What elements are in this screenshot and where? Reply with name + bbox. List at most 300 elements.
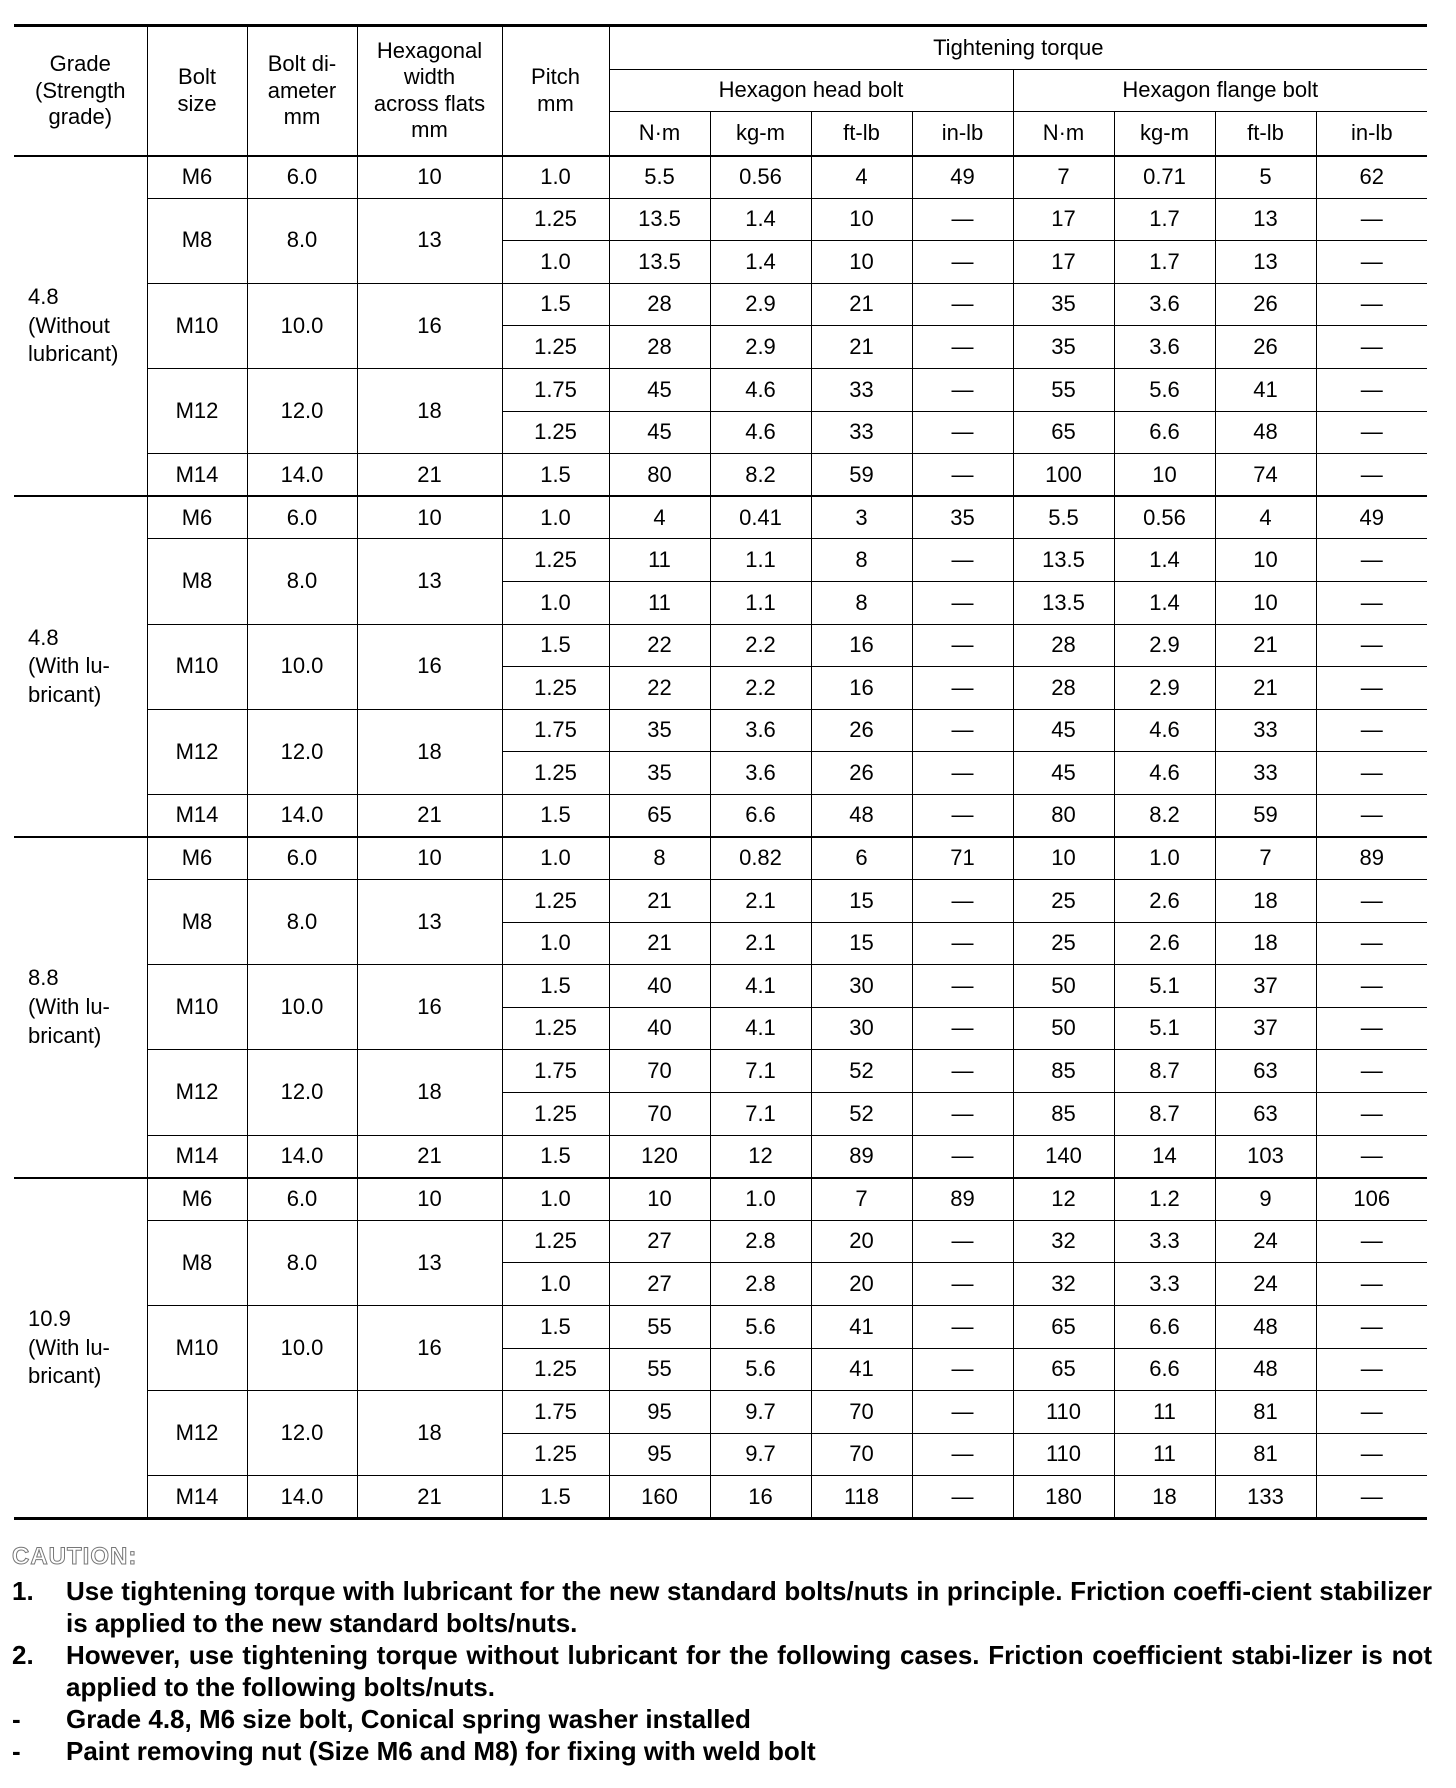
- torque-value-cell: 7: [811, 1178, 912, 1221]
- bolt-size-cell: M10: [147, 965, 247, 1050]
- torque-value-cell: 10: [1013, 837, 1114, 880]
- pitch-cell: 1.0: [502, 241, 609, 284]
- hex-width-cell: 13: [357, 198, 502, 283]
- torque-value-cell: 10: [1215, 539, 1316, 582]
- torque-value-cell: 22: [609, 667, 710, 710]
- header-grade: Grade (Strength grade): [14, 26, 147, 156]
- torque-value-cell: 18: [1114, 1476, 1215, 1519]
- torque-value-cell: —: [912, 1263, 1013, 1306]
- torque-value-cell: —: [1316, 1306, 1427, 1349]
- torque-value-cell: 1.0: [1114, 837, 1215, 880]
- hex-width-cell: 13: [357, 1220, 502, 1305]
- torque-value-cell: 26: [811, 752, 912, 795]
- torque-value-cell: 12: [1013, 1178, 1114, 1221]
- torque-value-cell: 6.6: [1114, 1348, 1215, 1391]
- caution-item-marker: -: [12, 1704, 21, 1734]
- grade-cell: 8.8 (With lu- bricant): [14, 837, 147, 1178]
- torque-value-cell: 5.6: [710, 1348, 811, 1391]
- grade-cell: 10.9 (With lu- bricant): [14, 1178, 147, 1519]
- hex-width-cell: 10: [357, 837, 502, 880]
- torque-value-cell: 2.9: [1114, 667, 1215, 710]
- torque-value-cell: 9.7: [710, 1433, 811, 1476]
- bolt-size-cell: M14: [147, 454, 247, 497]
- torque-value-cell: 95: [609, 1391, 710, 1434]
- hex-width-cell: 10: [357, 1178, 502, 1221]
- torque-value-cell: —: [1316, 1050, 1427, 1093]
- torque-value-cell: 0.56: [710, 156, 811, 199]
- torque-value-cell: —: [912, 1135, 1013, 1178]
- torque-value-cell: 13: [1215, 241, 1316, 284]
- torque-value-cell: —: [1316, 1391, 1427, 1434]
- torque-value-cell: 21: [811, 326, 912, 369]
- torque-value-cell: 3.6: [1114, 326, 1215, 369]
- torque-value-cell: 3.6: [710, 752, 811, 795]
- bolt-size-cell: M14: [147, 1476, 247, 1519]
- torque-value-cell: —: [1316, 1093, 1427, 1136]
- torque-value-cell: 33: [1215, 709, 1316, 752]
- pitch-cell: 1.0: [502, 156, 609, 199]
- torque-value-cell: 16: [811, 624, 912, 667]
- torque-value-cell: 6.6: [710, 794, 811, 837]
- bolt-size-cell: M10: [147, 1306, 247, 1391]
- pitch-cell: 1.5: [502, 794, 609, 837]
- header-pitch: Pitch mm: [502, 26, 609, 156]
- torque-value-cell: 17: [1013, 198, 1114, 241]
- pitch-cell: 1.25: [502, 667, 609, 710]
- torque-value-cell: 3.6: [710, 709, 811, 752]
- torque-value-cell: 28: [609, 283, 710, 326]
- pitch-cell: 1.25: [502, 1220, 609, 1263]
- torque-value-cell: 80: [609, 454, 710, 497]
- table-row: [14, 1178, 1427, 1221]
- pitch-cell: 1.0: [502, 837, 609, 880]
- hex-width-cell: 18: [357, 1391, 502, 1476]
- bolt-diameter-cell: 8.0: [247, 880, 357, 965]
- torque-value-cell: 24: [1215, 1220, 1316, 1263]
- table-row: [14, 965, 1427, 1008]
- torque-value-cell: —: [912, 922, 1013, 965]
- pitch-cell: 1.25: [502, 539, 609, 582]
- torque-value-cell: —: [912, 283, 1013, 326]
- torque-value-cell: —: [912, 581, 1013, 624]
- header-bolt-diameter: Bolt di- ameter mm: [247, 26, 357, 156]
- torque-value-cell: —: [1316, 794, 1427, 837]
- torque-value-cell: 10: [609, 1178, 710, 1221]
- torque-value-cell: 40: [609, 1007, 710, 1050]
- torque-value-cell: 8.2: [1114, 794, 1215, 837]
- torque-value-cell: 21: [609, 880, 710, 923]
- torque-value-cell: 1.7: [1114, 198, 1215, 241]
- torque-value-cell: 0.41: [710, 496, 811, 539]
- table-row: [14, 624, 1427, 667]
- torque-value-cell: 48: [1215, 1348, 1316, 1391]
- torque-value-cell: 106: [1316, 1178, 1427, 1221]
- hex-width-cell: 18: [357, 368, 502, 453]
- torque-value-cell: —: [1316, 667, 1427, 710]
- torque-value-cell: 3.3: [1114, 1263, 1215, 1306]
- torque-value-cell: 10: [1215, 581, 1316, 624]
- caution-item-marker: 2.: [12, 1640, 34, 1670]
- torque-value-cell: 33: [1215, 752, 1316, 795]
- hex-width-cell: 18: [357, 709, 502, 794]
- pitch-cell: 1.0: [502, 1263, 609, 1306]
- torque-value-cell: 16: [811, 667, 912, 710]
- torque-value-cell: 17: [1013, 241, 1114, 284]
- torque-value-cell: 18: [1215, 922, 1316, 965]
- torque-value-cell: —: [1316, 1348, 1427, 1391]
- torque-value-cell: 21: [1215, 624, 1316, 667]
- torque-value-cell: 8.2: [710, 454, 811, 497]
- header-unit: in-lb: [1316, 112, 1427, 156]
- torque-value-cell: —: [1316, 283, 1427, 326]
- table-body: [14, 156, 1427, 1519]
- table-row: [14, 368, 1427, 411]
- torque-value-cell: 5: [1215, 156, 1316, 199]
- torque-value-cell: 85: [1013, 1093, 1114, 1136]
- torque-value-cell: 50: [1013, 965, 1114, 1008]
- torque-value-cell: 35: [912, 496, 1013, 539]
- table-row: [14, 156, 1427, 199]
- torque-value-cell: —: [1316, 1263, 1427, 1306]
- torque-value-cell: 27: [609, 1263, 710, 1306]
- torque-value-cell: 45: [1013, 752, 1114, 795]
- torque-value-cell: 180: [1013, 1476, 1114, 1519]
- table-row: [14, 496, 1427, 539]
- torque-value-cell: 8: [811, 539, 912, 582]
- torque-value-cell: 89: [811, 1135, 912, 1178]
- torque-value-cell: —: [912, 1007, 1013, 1050]
- grade-cell: 4.8 (With lu- bricant): [14, 496, 147, 837]
- torque-value-cell: 65: [1013, 411, 1114, 454]
- torque-value-cell: 10: [811, 198, 912, 241]
- torque-value-cell: 4.6: [710, 368, 811, 411]
- torque-value-cell: 55: [1013, 368, 1114, 411]
- torque-value-cell: 33: [811, 368, 912, 411]
- torque-value-cell: 4: [609, 496, 710, 539]
- torque-value-cell: 37: [1215, 965, 1316, 1008]
- torque-value-cell: 13.5: [609, 198, 710, 241]
- bolt-size-cell: M8: [147, 198, 247, 283]
- torque-value-cell: —: [912, 965, 1013, 1008]
- torque-table: [14, 24, 1427, 1520]
- torque-value-cell: 4.1: [710, 965, 811, 1008]
- table-row: [14, 880, 1427, 923]
- torque-value-cell: 35: [609, 709, 710, 752]
- torque-value-cell: 6: [811, 837, 912, 880]
- torque-value-cell: 40: [609, 965, 710, 1008]
- torque-value-cell: 15: [811, 922, 912, 965]
- pitch-cell: 1.25: [502, 880, 609, 923]
- caution-item-text: Use tightening torque with lubricant for the new standard bolts/nuts in principle. Friction coeffi-cient stabilizer is applied to the new standard bolts/nuts.: [66, 1576, 1432, 1638]
- table-row: [14, 1391, 1427, 1434]
- torque-value-cell: 59: [1215, 794, 1316, 837]
- torque-value-cell: 59: [811, 454, 912, 497]
- torque-value-cell: 70: [811, 1391, 912, 1434]
- pitch-cell: 1.25: [502, 1348, 609, 1391]
- table-row: [14, 198, 1427, 241]
- torque-value-cell: 74: [1215, 454, 1316, 497]
- torque-value-cell: 26: [811, 709, 912, 752]
- table-row: [14, 539, 1427, 582]
- torque-value-cell: 10: [1114, 454, 1215, 497]
- bolt-size-cell: M6: [147, 1178, 247, 1221]
- torque-value-cell: 49: [912, 156, 1013, 199]
- pitch-cell: 1.0: [502, 1178, 609, 1221]
- hex-width-cell: 21: [357, 1135, 502, 1178]
- table-row: [14, 1135, 1427, 1178]
- torque-value-cell: 2.2: [710, 667, 811, 710]
- torque-value-cell: —: [912, 368, 1013, 411]
- torque-value-cell: 48: [1215, 411, 1316, 454]
- torque-value-cell: —: [912, 326, 1013, 369]
- torque-value-cell: 13.5: [609, 241, 710, 284]
- torque-value-cell: —: [912, 198, 1013, 241]
- caution-title: CAUTION:: [12, 1543, 138, 1570]
- torque-value-cell: 52: [811, 1050, 912, 1093]
- pitch-cell: 1.25: [502, 326, 609, 369]
- torque-value-cell: 45: [609, 411, 710, 454]
- pitch-cell: 1.25: [502, 1433, 609, 1476]
- torque-value-cell: 21: [811, 283, 912, 326]
- torque-value-cell: 26: [1215, 326, 1316, 369]
- bolt-diameter-cell: 12.0: [247, 709, 357, 794]
- torque-value-cell: 30: [811, 1007, 912, 1050]
- torque-value-cell: 95: [609, 1433, 710, 1476]
- bolt-diameter-cell: 12.0: [247, 1050, 357, 1135]
- torque-value-cell: 1.7: [1114, 241, 1215, 284]
- bolt-size-cell: M14: [147, 1135, 247, 1178]
- torque-value-cell: 70: [609, 1050, 710, 1093]
- torque-value-cell: 70: [811, 1433, 912, 1476]
- pitch-cell: 1.0: [502, 922, 609, 965]
- table-row: [14, 1306, 1427, 1349]
- torque-value-cell: —: [912, 880, 1013, 923]
- torque-value-cell: 2.2: [710, 624, 811, 667]
- torque-value-cell: 55: [609, 1348, 710, 1391]
- torque-value-cell: 5.6: [1114, 368, 1215, 411]
- torque-value-cell: 28: [1013, 624, 1114, 667]
- bolt-size-cell: M12: [147, 709, 247, 794]
- torque-value-cell: —: [912, 241, 1013, 284]
- torque-value-cell: 160: [609, 1476, 710, 1519]
- torque-value-cell: 70: [609, 1093, 710, 1136]
- header-unit: ft-lb: [1215, 112, 1316, 156]
- pitch-cell: 1.25: [502, 1093, 609, 1136]
- torque-value-cell: 50: [1013, 1007, 1114, 1050]
- torque-value-cell: 27: [609, 1220, 710, 1263]
- pitch-cell: 1.25: [502, 198, 609, 241]
- table-row: [14, 709, 1427, 752]
- bolt-size-cell: M8: [147, 880, 247, 965]
- hex-width-cell: 13: [357, 539, 502, 624]
- table-row: [14, 283, 1427, 326]
- torque-value-cell: 11: [1114, 1433, 1215, 1476]
- torque-value-cell: 45: [609, 368, 710, 411]
- torque-value-cell: 0.82: [710, 837, 811, 880]
- torque-value-cell: 55: [609, 1306, 710, 1349]
- torque-value-cell: —: [912, 624, 1013, 667]
- torque-value-cell: 85: [1013, 1050, 1114, 1093]
- torque-value-cell: 21: [1215, 667, 1316, 710]
- caution-item-marker: 1.: [12, 1576, 34, 1606]
- torque-value-cell: —: [912, 1348, 1013, 1391]
- pitch-cell: 1.75: [502, 1391, 609, 1434]
- bolt-diameter-cell: 10.0: [247, 1306, 357, 1391]
- torque-value-cell: —: [1316, 368, 1427, 411]
- torque-value-cell: 103: [1215, 1135, 1316, 1178]
- torque-value-cell: 65: [1013, 1306, 1114, 1349]
- pitch-cell: 1.5: [502, 1476, 609, 1519]
- table-row: [14, 1050, 1427, 1093]
- torque-value-cell: —: [912, 709, 1013, 752]
- torque-value-cell: —: [912, 1050, 1013, 1093]
- torque-value-cell: —: [1316, 1476, 1427, 1519]
- bolt-size-cell: M14: [147, 794, 247, 837]
- torque-value-cell: 8: [811, 581, 912, 624]
- torque-value-cell: 2.1: [710, 922, 811, 965]
- header-hex-flange-bolt: Hexagon flange bolt: [1013, 70, 1427, 112]
- table-row: [14, 837, 1427, 880]
- torque-value-cell: —: [1316, 624, 1427, 667]
- pitch-cell: 1.0: [502, 581, 609, 624]
- torque-value-cell: 0.71: [1114, 156, 1215, 199]
- hex-width-cell: 16: [357, 1306, 502, 1391]
- hex-width-cell: 10: [357, 496, 502, 539]
- torque-value-cell: 28: [609, 326, 710, 369]
- torque-value-cell: 62: [1316, 156, 1427, 199]
- torque-value-cell: 81: [1215, 1433, 1316, 1476]
- torque-value-cell: 24: [1215, 1263, 1316, 1306]
- pitch-cell: 1.25: [502, 411, 609, 454]
- torque-value-cell: —: [912, 1093, 1013, 1136]
- torque-value-cell: —: [1316, 1220, 1427, 1263]
- torque-value-cell: 6.6: [1114, 1306, 1215, 1349]
- bolt-size-cell: M12: [147, 1050, 247, 1135]
- caution-item-marker: -: [12, 1736, 21, 1766]
- torque-value-cell: 37: [1215, 1007, 1316, 1050]
- torque-value-cell: —: [1316, 454, 1427, 497]
- header-tightening-torque: Tightening torque: [609, 26, 1427, 70]
- torque-value-cell: 133: [1215, 1476, 1316, 1519]
- torque-value-cell: 7: [1013, 156, 1114, 199]
- torque-value-cell: —: [912, 1476, 1013, 1519]
- torque-value-cell: 13.5: [1013, 539, 1114, 582]
- torque-value-cell: 71: [912, 837, 1013, 880]
- header-bolt-size: Bolt size: [147, 26, 247, 156]
- torque-value-cell: 8.7: [1114, 1050, 1215, 1093]
- torque-value-cell: 89: [912, 1178, 1013, 1221]
- pitch-cell: 1.5: [502, 624, 609, 667]
- pitch-cell: 1.75: [502, 1050, 609, 1093]
- caution-item: [12, 1575, 1432, 1639]
- torque-value-cell: 5.1: [1114, 1007, 1215, 1050]
- torque-value-cell: 13: [1215, 198, 1316, 241]
- header-hex-head-bolt: Hexagon head bolt: [609, 70, 1013, 112]
- bolt-size-cell: M6: [147, 837, 247, 880]
- torque-value-cell: 0.56: [1114, 496, 1215, 539]
- bolt-diameter-cell: 12.0: [247, 1391, 357, 1476]
- torque-value-cell: 2.9: [710, 283, 811, 326]
- caution-notes: [12, 1543, 1432, 1767]
- table-row: [14, 454, 1427, 497]
- torque-value-cell: 4: [811, 156, 912, 199]
- torque-value-cell: 2.6: [1114, 922, 1215, 965]
- torque-value-cell: 35: [1013, 283, 1114, 326]
- torque-value-cell: 2.9: [710, 326, 811, 369]
- bolt-diameter-cell: 6.0: [247, 496, 357, 539]
- torque-value-cell: 4.6: [1114, 709, 1215, 752]
- hex-width-cell: 21: [357, 794, 502, 837]
- torque-value-cell: 41: [1215, 368, 1316, 411]
- table-row: [14, 1220, 1427, 1263]
- torque-value-cell: —: [1316, 411, 1427, 454]
- bolt-diameter-cell: 12.0: [247, 368, 357, 453]
- torque-value-cell: 5.6: [710, 1306, 811, 1349]
- bolt-size-cell: M12: [147, 368, 247, 453]
- torque-value-cell: —: [912, 1391, 1013, 1434]
- hex-width-cell: 21: [357, 454, 502, 497]
- header-unit: ft-lb: [811, 112, 912, 156]
- torque-value-cell: —: [1316, 922, 1427, 965]
- pitch-cell: 1.25: [502, 1007, 609, 1050]
- hex-width-cell: 10: [357, 156, 502, 199]
- torque-value-cell: 80: [1013, 794, 1114, 837]
- header-unit: N·m: [1013, 112, 1114, 156]
- caution-item-text: However, use tightening torque without lubricant for the following cases. Friction coefficient stabi-lizer is not applied to the following bolts/nuts.: [66, 1640, 1432, 1702]
- caution-list: [12, 1575, 1432, 1767]
- torque-value-cell: 3: [811, 496, 912, 539]
- torque-value-cell: 2.9: [1114, 624, 1215, 667]
- torque-value-cell: 32: [1013, 1263, 1114, 1306]
- pitch-cell: 1.5: [502, 965, 609, 1008]
- torque-value-cell: 7: [1215, 837, 1316, 880]
- torque-value-cell: 25: [1013, 880, 1114, 923]
- torque-value-cell: 100: [1013, 454, 1114, 497]
- caution-item-text: Paint removing nut (Size M6 and M8) for fixing with weld bolt: [66, 1736, 816, 1766]
- caution-item: [12, 1703, 1432, 1735]
- bolt-diameter-cell: 14.0: [247, 1476, 357, 1519]
- torque-value-cell: 1.4: [1114, 539, 1215, 582]
- torque-value-cell: —: [1316, 880, 1427, 923]
- torque-value-cell: 8: [609, 837, 710, 880]
- torque-value-cell: 41: [811, 1348, 912, 1391]
- torque-value-cell: 41: [811, 1306, 912, 1349]
- bolt-diameter-cell: 6.0: [247, 156, 357, 199]
- caution-item: [12, 1735, 1432, 1767]
- torque-value-cell: —: [912, 1220, 1013, 1263]
- torque-value-cell: 118: [811, 1476, 912, 1519]
- torque-value-cell: —: [1316, 326, 1427, 369]
- torque-value-cell: 110: [1013, 1391, 1114, 1434]
- hex-width-cell: 16: [357, 283, 502, 368]
- torque-value-cell: 15: [811, 880, 912, 923]
- torque-value-cell: 5.1: [1114, 965, 1215, 1008]
- grade-cell: 4.8 (Without lubricant): [14, 156, 147, 497]
- torque-value-cell: 4.6: [1114, 752, 1215, 795]
- pitch-cell: 1.5: [502, 1306, 609, 1349]
- torque-value-cell: —: [912, 411, 1013, 454]
- torque-value-cell: 26: [1215, 283, 1316, 326]
- torque-value-cell: 2.6: [1114, 880, 1215, 923]
- torque-value-cell: —: [1316, 198, 1427, 241]
- bolt-size-cell: M10: [147, 624, 247, 709]
- torque-value-cell: 49: [1316, 496, 1427, 539]
- hex-width-cell: 16: [357, 624, 502, 709]
- header-unit: kg-m: [710, 112, 811, 156]
- bolt-diameter-cell: 14.0: [247, 794, 357, 837]
- torque-value-cell: 9: [1215, 1178, 1316, 1221]
- torque-value-cell: 1.1: [710, 539, 811, 582]
